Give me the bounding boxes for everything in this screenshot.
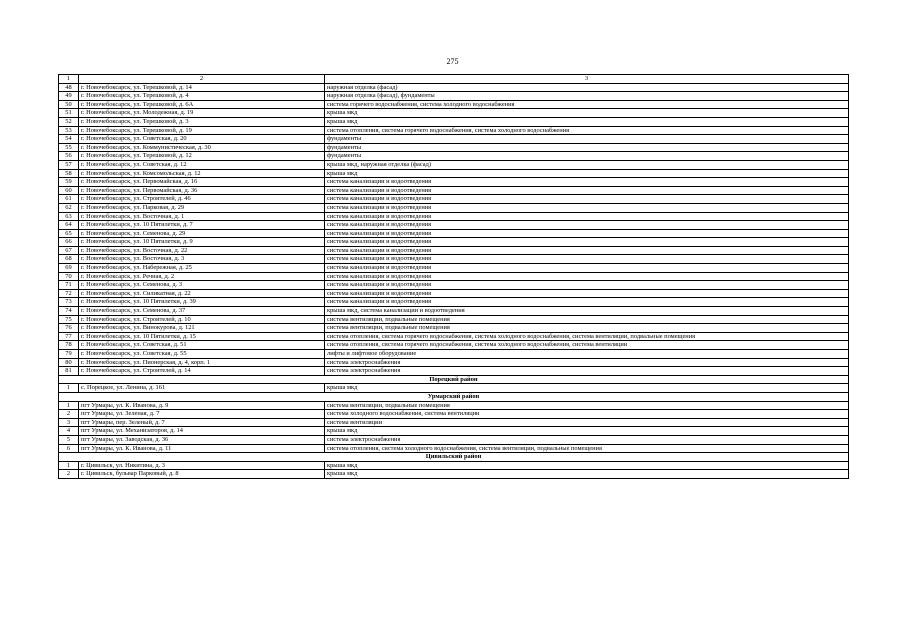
building-address: г. Новочебоксарск, ул. Винокурова, д. 121: [79, 324, 325, 333]
repair-works: система канализации и водоотведения: [325, 255, 849, 264]
table-row: [59, 281, 849, 290]
table-row: [59, 135, 849, 144]
row-number: 80: [59, 358, 79, 367]
district-heading: Урмарский район: [59, 392, 849, 401]
row-number: 52: [59, 117, 79, 126]
row-number: 78: [59, 341, 79, 350]
building-address: пгт Урмары, пер. Зеленый, д. 7: [79, 418, 325, 427]
building-address: г. Новочебоксарск, ул. Восточная, д. 22: [79, 246, 325, 255]
building-address: г. Новочебоксарск, ул. Терешковой, д. 4: [79, 92, 325, 101]
table-row: [59, 221, 849, 230]
row-number: 71: [59, 281, 79, 290]
row-number: 67: [59, 246, 79, 255]
building-address: г. Новочебоксарск, ул. Строителей, д. 14: [79, 367, 325, 376]
row-number: 48: [59, 83, 79, 92]
repair-works: система канализации и водоотведения: [325, 229, 849, 238]
repair-works: крыша мкд, система канализации и водоотведения: [325, 307, 849, 316]
repair-works: крыша мкд, наружная отделка (фасад): [325, 160, 849, 169]
row-number: 54: [59, 135, 79, 144]
table-row: [59, 435, 849, 444]
row-number: 1: [59, 401, 79, 410]
table-row: [59, 298, 849, 307]
repair-works: система канализации и водоотведения: [325, 195, 849, 204]
repair-works: система электроснабжения: [325, 435, 849, 444]
building-address: г. Новочебоксарск, ул. Речная, д. 2: [79, 272, 325, 281]
table-header-row: [59, 75, 849, 84]
table-row: [59, 195, 849, 204]
building-address: г. Новочебоксарск, ул. Советская, д. 51: [79, 341, 325, 350]
table-row: [59, 401, 849, 410]
table-row: [59, 229, 849, 238]
repair-works: система вентиляции, подвальные помещения: [325, 401, 849, 410]
repair-works: система канализации и водоотведения: [325, 264, 849, 273]
district-heading: Цивильский район: [59, 453, 849, 462]
building-address: г. Новочебоксарск, ул. Восточная, д. 1: [79, 212, 325, 221]
header-col-1: 1: [59, 75, 79, 84]
table-row: [59, 126, 849, 135]
table-row: [59, 324, 849, 333]
table-row: [59, 143, 849, 152]
row-number: 55: [59, 143, 79, 152]
repair-works: система электроснабжения: [325, 367, 849, 376]
repair-works: система канализации и водоотведения: [325, 298, 849, 307]
building-address: г. Новочебоксарск, ул. 10 Пятилетки, д. 7: [79, 221, 325, 230]
row-number: 62: [59, 203, 79, 212]
building-address: г. Новочебоксарск, ул. Силикатная, д. 22: [79, 289, 325, 298]
building-address: пгт Урмары, ул. К. Иванова, д. 11: [79, 444, 325, 453]
row-number: 76: [59, 324, 79, 333]
building-address: г. Новочебоксарск, ул. Терешковой, д. 19: [79, 126, 325, 135]
building-address: г. Новочебоксарск, ул. Советская, д. 55: [79, 350, 325, 359]
table-row: [59, 160, 849, 169]
repair-works: система канализации и водоотведения: [325, 281, 849, 290]
building-address: г. Новочебоксарск, ул. Семенова, д. 3: [79, 281, 325, 290]
repair-works: система канализации и водоотведения: [325, 178, 849, 187]
row-number: 5: [59, 435, 79, 444]
repair-works: система канализации и водоотведения: [325, 203, 849, 212]
building-address: г. Цивильск, бульвар Парковый, д. 8: [79, 470, 325, 479]
district-heading-row: [59, 375, 849, 384]
building-address: г. Новочебоксарск, ул. 10 Пятилетки, д. 39: [79, 298, 325, 307]
row-number: 63: [59, 212, 79, 221]
repair-works: система канализации и водоотведения: [325, 246, 849, 255]
building-address: г. Новочебоксарск, ул. Строителей, д. 46: [79, 195, 325, 204]
district-heading: Порецкий район: [59, 375, 849, 384]
table-row: [59, 255, 849, 264]
row-number: 69: [59, 264, 79, 273]
building-address: г. Новочебоксарск, ул. Восточная, д. 3: [79, 255, 325, 264]
row-number: 49: [59, 92, 79, 101]
row-number: 81: [59, 367, 79, 376]
building-address: г. Новочебоксарск, ул. Терешковой, д. 6А: [79, 100, 325, 109]
row-number: 58: [59, 169, 79, 178]
repair-works: система отопления, система горячего водоснабжения, система холодного водоснабжения, система вентиляции, подвальные помещения: [325, 332, 849, 341]
building-address: пгт Урмары, ул. Заводская, д. 36: [79, 435, 325, 444]
table-row: [59, 246, 849, 255]
row-number: 3: [59, 418, 79, 427]
row-number: 51: [59, 109, 79, 118]
row-number: 68: [59, 255, 79, 264]
row-number: 65: [59, 229, 79, 238]
row-number: 66: [59, 238, 79, 247]
table-row: [59, 238, 849, 247]
building-address: г. Новочебоксарск, ул. 10 Пятилетки, д. 15: [79, 332, 325, 341]
row-number: 6: [59, 444, 79, 453]
building-address: г. Новочебоксарск, ул. Молодежная, д. 19: [79, 109, 325, 118]
table-row: [59, 203, 849, 212]
repair-works: система отопления, система холодного водоснабжения, система вентиляции, подвальные помещения: [325, 444, 849, 453]
table-row: [59, 367, 849, 376]
repair-works: система канализации и водоотведения: [325, 289, 849, 298]
row-number: 64: [59, 221, 79, 230]
repair-works: система канализации и водоотведения: [325, 272, 849, 281]
repair-works: система канализации и водоотведения: [325, 238, 849, 247]
repair-works: система вентиляции, подвальные помещения: [325, 315, 849, 324]
building-address: г. Новочебоксарск, ул. Терешковой, д. 12: [79, 152, 325, 161]
repair-works: система канализации и водоотведения: [325, 186, 849, 195]
table-row: [59, 264, 849, 273]
row-number: 75: [59, 315, 79, 324]
building-address: г. Новочебоксарск, ул. Первомайская, д. 16: [79, 178, 325, 187]
table-row: [59, 152, 849, 161]
district-heading-row: [59, 453, 849, 462]
row-number: 53: [59, 126, 79, 135]
row-number: 50: [59, 100, 79, 109]
repair-works: фундаменты: [325, 135, 849, 144]
row-number: 57: [59, 160, 79, 169]
page-number: 275: [446, 57, 459, 66]
building-address: г. Новочебоксарск, ул. Терешковой, д. 14: [79, 83, 325, 92]
repair-works: крыша мкд: [325, 427, 849, 436]
repair-works: система горячего водоснабжения, система холодного водоснабжения: [325, 100, 849, 109]
table-row: [59, 444, 849, 453]
building-address: г. Новочебоксарск, ул. Коммунистическая, д. 30: [79, 143, 325, 152]
repair-works: система холодного водоснабжения, система вентиляции: [325, 410, 849, 419]
table-row: [59, 272, 849, 281]
repair-works: крыша мкд: [325, 117, 849, 126]
row-number: 1: [59, 384, 79, 393]
table-row: [59, 332, 849, 341]
repair-works: наружная отделка (фасад): [325, 83, 849, 92]
building-address: пгт Урмары, ул. Механизаторов, д. 14: [79, 427, 325, 436]
repair-works: система электроснабжения: [325, 358, 849, 367]
repair-works: фундаменты: [325, 152, 849, 161]
table-row: [59, 92, 849, 101]
row-number: 59: [59, 178, 79, 187]
repair-schedule-table: [58, 74, 849, 479]
header-col-2: 2: [79, 75, 325, 84]
repair-works: система вентиляции, подвальные помещения: [325, 324, 849, 333]
building-address: г. Новочебоксарск, ул. Комсомольская, д. 12: [79, 169, 325, 178]
table-row: [59, 341, 849, 350]
row-number: 77: [59, 332, 79, 341]
row-number: 79: [59, 350, 79, 359]
row-number: 72: [59, 289, 79, 298]
building-address: г. Новочебоксарск, ул. 10 Пятилетки, д. 9: [79, 238, 325, 247]
district-heading-row: [59, 392, 849, 401]
repair-works: крыша мкд: [325, 470, 849, 479]
table-row: [59, 109, 849, 118]
row-number: 60: [59, 186, 79, 195]
building-address: г. Новочебоксарск, ул. Первомайская, д. 36: [79, 186, 325, 195]
repair-works: крыша мкд: [325, 461, 849, 470]
table-row: [59, 100, 849, 109]
row-number: 74: [59, 307, 79, 316]
building-address: г. Новочебоксарск, ул. Строителей, д. 10: [79, 315, 325, 324]
repair-works: система канализации и водоотведения: [325, 212, 849, 221]
row-number: 56: [59, 152, 79, 161]
table-row: [59, 350, 849, 359]
row-number: 2: [59, 470, 79, 479]
row-number: 2: [59, 410, 79, 419]
building-address: г. Новочебоксарск, ул. Семенова, д. 37: [79, 307, 325, 316]
table-row: [59, 83, 849, 92]
repair-works: крыша мкд: [325, 384, 849, 393]
row-number: 61: [59, 195, 79, 204]
repair-works: крыша мкд: [325, 169, 849, 178]
table-row: [59, 169, 849, 178]
header-col-3: 3: [325, 75, 849, 84]
row-number: 4: [59, 427, 79, 436]
building-address: г. Новочебоксарск, ул. Пионерская, д. 4, корп. 1: [79, 358, 325, 367]
building-address: г. Цивильск, ул. Никитина, д. 3: [79, 461, 325, 470]
table-row: [59, 384, 849, 393]
table-row: [59, 117, 849, 126]
repair-works: система отопления, система горячего водоснабжения, система холодного водоснабжения: [325, 126, 849, 135]
table-row: [59, 461, 849, 470]
row-number: 73: [59, 298, 79, 307]
row-number: 70: [59, 272, 79, 281]
building-address: г. Новочебоксарск, ул. Терешковой, д. 3: [79, 117, 325, 126]
building-address: г. Новочебоксарск, ул. Набережная, д. 25: [79, 264, 325, 273]
repair-works: фундаменты: [325, 143, 849, 152]
table-row: [59, 307, 849, 316]
repair-works: система отопления, система горячего водоснабжения, система холодного водоснабжения, система вентиляции: [325, 341, 849, 350]
building-address: г. Новочебоксарск, ул. Советская, д. 20: [79, 135, 325, 144]
repair-works: наружная отделка (фасад), фундаменты: [325, 92, 849, 101]
row-number: 1: [59, 461, 79, 470]
table-row: [59, 418, 849, 427]
building-address: г. Новочебоксарск, ул. Парковая, д. 29: [79, 203, 325, 212]
table-row: [59, 410, 849, 419]
building-address: г. Новочебоксарск, ул. Семенова, д. 29: [79, 229, 325, 238]
table-row: [59, 186, 849, 195]
building-address: г. Новочебоксарск, ул. Советская, д. 12: [79, 160, 325, 169]
table-row: [59, 212, 849, 221]
table-row: [59, 427, 849, 436]
table-row: [59, 470, 849, 479]
table-row: [59, 358, 849, 367]
repair-works: система вентиляции: [325, 418, 849, 427]
repair-works: система канализации и водоотведения: [325, 221, 849, 230]
repair-works: лифты и лифтовое оборудование: [325, 350, 849, 359]
table-row: [59, 315, 849, 324]
building-address: пгт Урмары, ул. К. Иванова, д. 9: [79, 401, 325, 410]
building-address: с. Порецкое, ул. Ленина, д. 161: [79, 384, 325, 393]
repair-works: крыша мкд: [325, 109, 849, 118]
table-row: [59, 289, 849, 298]
table-row: [59, 178, 849, 187]
building-address: пгт Урмары, ул. Зеленая, д. 7: [79, 410, 325, 419]
